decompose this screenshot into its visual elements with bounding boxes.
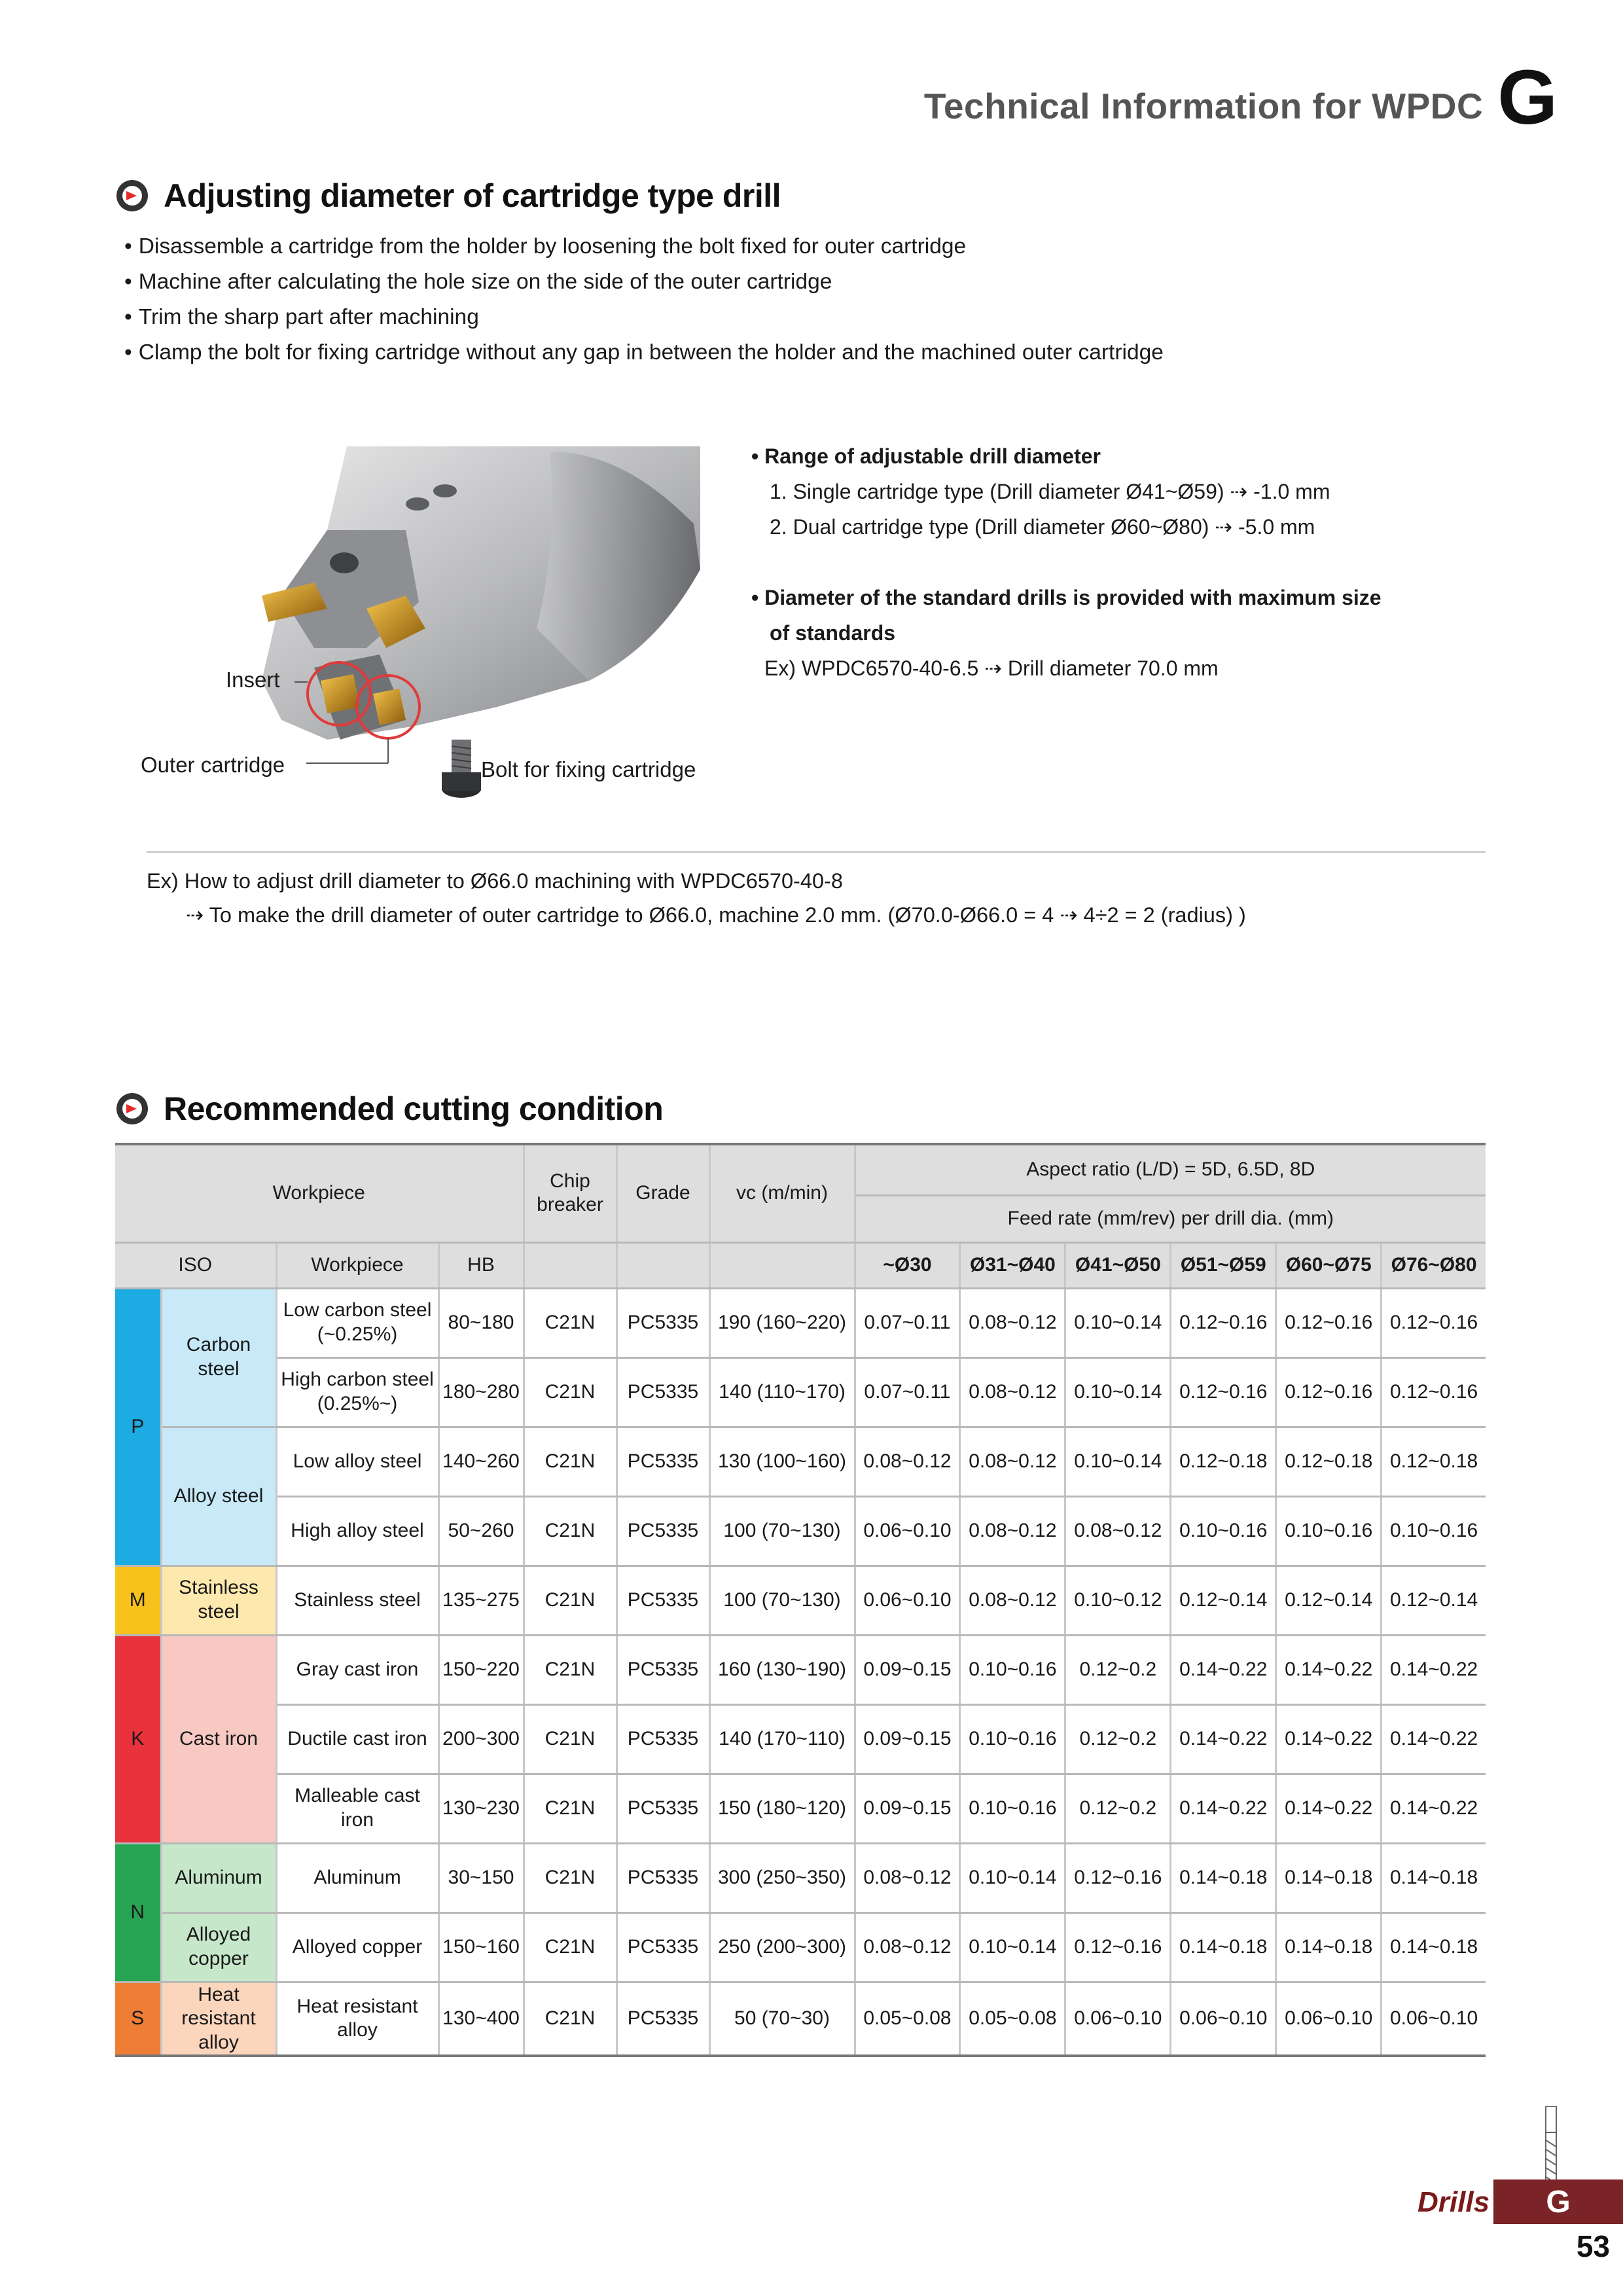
table-row xyxy=(115,1427,1486,1496)
hardness: 140~260 xyxy=(438,1427,524,1496)
chip-breaker: C21N xyxy=(524,1288,616,1357)
feed-rate: 0.12~0.16 xyxy=(1382,1357,1486,1427)
feed-rate: 0.06~0.10 xyxy=(1171,1982,1276,2056)
feed-rate: 0.06~0.10 xyxy=(855,1566,960,1635)
feed-rate: 0.10~0.14 xyxy=(1065,1357,1171,1427)
feed-rate: 0.12~0.14 xyxy=(1171,1566,1276,1635)
header-hb: HB xyxy=(438,1242,524,1288)
cutting-speed: 100 (70~130) xyxy=(709,1566,855,1635)
feed-rate: 0.14~0.22 xyxy=(1276,1704,1382,1774)
feed-rate: 0.14~0.22 xyxy=(1276,1774,1382,1843)
header-workpiece-group: Workpiece xyxy=(115,1144,524,1242)
hardness: 30~150 xyxy=(438,1843,524,1912)
iso-code: N xyxy=(115,1843,161,1982)
feed-rate: 0.14~0.18 xyxy=(1382,1843,1486,1912)
chip-breaker: C21N xyxy=(524,1357,616,1427)
hardness: 180~280 xyxy=(438,1357,524,1427)
list-item: • Machine after calculating the hole size on the side of the outer cartridge xyxy=(124,264,1164,300)
feed-rate: 0.09~0.15 xyxy=(855,1635,960,1704)
table-row xyxy=(115,1566,1486,1635)
workpiece-name: Gray cast iron xyxy=(276,1635,438,1704)
drill-diameter-notes xyxy=(751,439,1537,686)
feed-rate: 0.06~0.10 xyxy=(1065,1982,1171,2056)
hardness: 150~220 xyxy=(438,1635,524,1704)
feed-rate: 0.10~0.16 xyxy=(960,1774,1065,1843)
workpiece-name: Ductile cast iron xyxy=(276,1704,438,1774)
table-row xyxy=(115,1843,1486,1912)
header-diameter: Ø41~Ø50 xyxy=(1065,1242,1171,1288)
feed-rate: 0.12~0.2 xyxy=(1065,1704,1171,1774)
table-row xyxy=(115,1912,1486,1982)
header-iso: ISO xyxy=(115,1242,276,1288)
hardness: 130~400 xyxy=(438,1982,524,2056)
hardness: 135~275 xyxy=(438,1566,524,1635)
feed-rate: 0.09~0.15 xyxy=(855,1774,960,1843)
hardness: 50~260 xyxy=(438,1496,524,1566)
feed-rate: 0.08~0.12 xyxy=(960,1427,1065,1496)
chip-breaker: C21N xyxy=(524,1566,616,1635)
header-chip-breaker: Chip breaker xyxy=(524,1144,616,1242)
feed-rate: 0.12~0.2 xyxy=(1065,1774,1171,1843)
section-title: Adjusting diameter of cartridge type drill xyxy=(164,177,781,214)
header-chapter-letter: G xyxy=(1497,54,1558,141)
cutting-speed: 150 (180~120) xyxy=(709,1774,855,1843)
range-title: • Range of adjustable drill diameter xyxy=(751,444,1101,468)
feed-rate: 0.06~0.10 xyxy=(1276,1982,1382,2056)
material-class: Alloy steel xyxy=(161,1427,276,1566)
header-blank xyxy=(709,1242,855,1288)
material-class: Heat resistant alloy xyxy=(161,1982,276,2056)
feed-rate: 0.14~0.22 xyxy=(1382,1704,1486,1774)
workpiece-name: Heat resistant alloy xyxy=(276,1982,438,2056)
grade: PC5335 xyxy=(616,1704,709,1774)
feed-rate: 0.14~0.22 xyxy=(1382,1774,1486,1843)
workpiece-name: Stainless steel xyxy=(276,1566,438,1635)
feed-rate: 0.14~0.22 xyxy=(1171,1704,1276,1774)
chip-breaker: C21N xyxy=(524,1982,616,2056)
grade: PC5335 xyxy=(616,1496,709,1566)
feed-rate: 0.07~0.11 xyxy=(855,1357,960,1427)
feed-rate: 0.08~0.12 xyxy=(960,1496,1065,1566)
cutting-speed: 190 (160~220) xyxy=(709,1288,855,1357)
list-item: • Clamp the bolt for fixing cartridge without any gap in between the holder and the machined outer cartridge xyxy=(124,335,1164,370)
feed-rate: 0.12~0.14 xyxy=(1382,1566,1486,1635)
feed-rate: 0.05~0.08 xyxy=(960,1982,1065,2056)
feed-rate: 0.10~0.16 xyxy=(1171,1496,1276,1566)
chip-breaker: C21N xyxy=(524,1912,616,1982)
list-item: • Trim the sharp part after machining xyxy=(124,300,1164,335)
material-class: Alloyed copper xyxy=(161,1912,276,1982)
feed-rate: 0.10~0.14 xyxy=(960,1912,1065,1982)
grade: PC5335 xyxy=(616,1982,709,2056)
iso-code: M xyxy=(115,1566,161,1635)
list-item: • Disassemble a cartridge from the holder by loosening the bolt fixed for outer cartridge xyxy=(124,229,1164,264)
table-row xyxy=(115,1704,1486,1774)
table-row xyxy=(115,1982,1486,2056)
table-row xyxy=(115,1774,1486,1843)
grade: PC5335 xyxy=(616,1566,709,1635)
header-diameter: ~Ø30 xyxy=(855,1242,960,1288)
standard-example: Ex) WPDC6570-40-6.5 ⇢ Drill diameter 70.0 mm xyxy=(764,656,1219,680)
table-row xyxy=(115,1496,1486,1566)
workpiece-name: Low carbon steel (~0.25%) xyxy=(276,1288,438,1357)
feed-rate: 0.12~0.16 xyxy=(1065,1912,1171,1982)
cutting-speed: 50 (70~30) xyxy=(709,1982,855,2056)
feed-rate: 0.10~0.16 xyxy=(960,1635,1065,1704)
workpiece-name: High alloy steel xyxy=(276,1496,438,1566)
feed-rate: 0.08~0.12 xyxy=(960,1288,1065,1357)
iso-code: S xyxy=(115,1982,161,2056)
cutting-speed: 160 (130~190) xyxy=(709,1635,855,1704)
grade: PC5335 xyxy=(616,1357,709,1427)
feed-rate: 0.08~0.12 xyxy=(960,1357,1065,1427)
chip-breaker: C21N xyxy=(524,1496,616,1566)
feed-rate: 0.12~0.2 xyxy=(1065,1635,1171,1704)
footer-section-name: Drills xyxy=(1418,2186,1490,2218)
header-feed: Feed rate (mm/rev) per drill dia. (mm) xyxy=(855,1195,1486,1242)
feed-rate: 0.09~0.15 xyxy=(855,1704,960,1774)
feed-rate: 0.10~0.16 xyxy=(1382,1496,1486,1566)
section-cutting-heading xyxy=(115,1090,663,1128)
feed-rate: 0.08~0.12 xyxy=(855,1843,960,1912)
feed-rate: 0.14~0.22 xyxy=(1171,1635,1276,1704)
cutting-condition-table xyxy=(115,1143,1486,2057)
label-insert: Insert xyxy=(226,668,280,692)
feed-rate: 0.10~0.12 xyxy=(1065,1566,1171,1635)
standard-title: • Diameter of the standard drills is provided with maximum size xyxy=(751,586,1382,609)
feed-rate: 0.12~0.18 xyxy=(1171,1427,1276,1496)
range-item-dual: 2. Dual cartridge type (Drill diameter Ø60~Ø80) ⇢ -5.0 mm xyxy=(770,515,1315,539)
cutting-speed: 100 (70~130) xyxy=(709,1496,855,1566)
section-title: Recommended cutting condition xyxy=(164,1090,664,1127)
hardness: 80~180 xyxy=(438,1288,524,1357)
feed-rate: 0.12~0.18 xyxy=(1382,1427,1486,1496)
chip-breaker: C21N xyxy=(524,1635,616,1704)
hardness: 150~160 xyxy=(438,1912,524,1982)
feed-rate: 0.12~0.16 xyxy=(1171,1288,1276,1357)
feed-rate: 0.12~0.16 xyxy=(1171,1357,1276,1427)
feed-rate: 0.06~0.10 xyxy=(855,1496,960,1566)
divider xyxy=(147,851,1486,853)
feed-rate: 0.12~0.14 xyxy=(1276,1566,1382,1635)
chip-breaker: C21N xyxy=(524,1774,616,1843)
feed-rate: 0.10~0.16 xyxy=(960,1704,1065,1774)
feed-rate: 0.12~0.16 xyxy=(1276,1357,1382,1427)
header-diameter: Ø31~Ø40 xyxy=(960,1242,1065,1288)
header-aspect: Aspect ratio (L/D) = 5D, 6.5D, 8D xyxy=(855,1144,1486,1195)
standard-title-cont: of standards xyxy=(770,621,896,645)
feed-rate: 0.14~0.18 xyxy=(1276,1912,1382,1982)
table-row xyxy=(115,1635,1486,1704)
feed-rate: 0.14~0.18 xyxy=(1276,1843,1382,1912)
feed-rate: 0.10~0.14 xyxy=(1065,1427,1171,1496)
chip-breaker: C21N xyxy=(524,1704,616,1774)
chip-breaker: C21N xyxy=(524,1427,616,1496)
adjust-example xyxy=(147,864,1246,932)
feed-rate: 0.08~0.12 xyxy=(855,1912,960,1982)
material-class: Aluminum xyxy=(161,1843,276,1912)
grade: PC5335 xyxy=(616,1774,709,1843)
feed-rate: 0.08~0.12 xyxy=(960,1566,1065,1635)
header-vc: vc (m/min) xyxy=(709,1144,855,1242)
workpiece-name: Low alloy steel xyxy=(276,1427,438,1496)
hardness: 130~230 xyxy=(438,1774,524,1843)
feed-rate: 0.12~0.16 xyxy=(1382,1288,1486,1357)
label-bolt: Bolt for fixing cartridge xyxy=(481,757,696,781)
cutting-speed: 300 (250~350) xyxy=(709,1843,855,1912)
feed-rate: 0.07~0.11 xyxy=(855,1288,960,1357)
grade: PC5335 xyxy=(616,1427,709,1496)
cutting-speed: 140 (170~110) xyxy=(709,1704,855,1774)
table-row xyxy=(115,1357,1486,1427)
header-diameter: Ø51~Ø59 xyxy=(1171,1242,1276,1288)
header-diameter: Ø76~Ø80 xyxy=(1382,1242,1486,1288)
footer-chapter-tab: G xyxy=(1493,2179,1623,2224)
material-class: Cast iron xyxy=(161,1635,276,1843)
chip-breaker: C21N xyxy=(524,1843,616,1912)
header-blank xyxy=(616,1242,709,1288)
feed-rate: 0.05~0.08 xyxy=(855,1982,960,2056)
iso-code: P xyxy=(115,1288,161,1566)
material-class: Carbon steel xyxy=(161,1288,276,1427)
feed-rate: 0.14~0.22 xyxy=(1276,1635,1382,1704)
hardness: 200~300 xyxy=(438,1704,524,1774)
grade: PC5335 xyxy=(616,1843,709,1912)
header-workpiece: Workpiece xyxy=(276,1242,438,1288)
workpiece-name: Alloyed copper xyxy=(276,1912,438,1982)
feed-rate: 0.06~0.10 xyxy=(1382,1982,1486,2056)
section-adjusting-heading xyxy=(115,177,781,215)
workpiece-name: High carbon steel (0.25%~) xyxy=(276,1357,438,1427)
feed-rate: 0.08~0.12 xyxy=(1065,1496,1171,1566)
drill-bit-icon xyxy=(1542,2106,1560,2191)
page-number: 53 xyxy=(1576,2229,1610,2263)
drill-illustration xyxy=(131,432,720,812)
header-blank xyxy=(524,1242,616,1288)
grade: PC5335 xyxy=(616,1288,709,1357)
section-arrow-icon xyxy=(115,1092,149,1126)
header-diameter: Ø60~Ø75 xyxy=(1276,1242,1382,1288)
material-class: Stainless steel xyxy=(161,1566,276,1635)
example-line-2: ⇢ To make the drill diameter of outer cartridge to Ø66.0, machine 2.0 mm. (Ø70.0-Ø66.0 = 4 ⇢ 4÷2 = 2 (radius) ) xyxy=(186,903,1246,927)
feed-rate: 0.08~0.12 xyxy=(855,1427,960,1496)
workpiece-name: Aluminum xyxy=(276,1843,438,1912)
feed-rate: 0.10~0.16 xyxy=(1276,1496,1382,1566)
label-outer-cartridge: Outer cartridge xyxy=(141,753,285,777)
feed-rate: 0.12~0.16 xyxy=(1276,1288,1382,1357)
iso-code: K xyxy=(115,1635,161,1843)
feed-rate: 0.12~0.16 xyxy=(1065,1843,1171,1912)
cutting-speed: 250 (200~300) xyxy=(709,1912,855,1982)
section-arrow-icon xyxy=(115,179,149,213)
feed-rate: 0.10~0.14 xyxy=(1065,1288,1171,1357)
feed-rate: 0.10~0.14 xyxy=(960,1843,1065,1912)
cutting-speed: 140 (110~170) xyxy=(709,1357,855,1427)
header-title: Technical Information for WPDC xyxy=(923,86,1484,126)
feed-rate: 0.14~0.22 xyxy=(1382,1635,1486,1704)
feed-rate: 0.14~0.22 xyxy=(1171,1774,1276,1843)
range-item-single: 1. Single cartridge type (Drill diameter Ø41~Ø59) ⇢ -1.0 mm xyxy=(770,480,1330,503)
grade: PC5335 xyxy=(616,1912,709,1982)
table-row xyxy=(115,1288,1486,1357)
feed-rate: 0.12~0.18 xyxy=(1276,1427,1382,1496)
page-header xyxy=(923,54,1558,141)
feed-rate: 0.14~0.18 xyxy=(1171,1843,1276,1912)
cutting-speed: 130 (100~160) xyxy=(709,1427,855,1496)
feed-rate: 0.14~0.18 xyxy=(1171,1912,1276,1982)
grade: PC5335 xyxy=(616,1635,709,1704)
instruction-list xyxy=(124,229,1164,370)
feed-rate: 0.14~0.18 xyxy=(1382,1912,1486,1982)
example-line-1: Ex) How to adjust drill diameter to Ø66.0 machining with WPDC6570-40-8 xyxy=(147,869,843,893)
header-grade: Grade xyxy=(616,1144,709,1242)
workpiece-name: Malleable cast iron xyxy=(276,1774,438,1843)
